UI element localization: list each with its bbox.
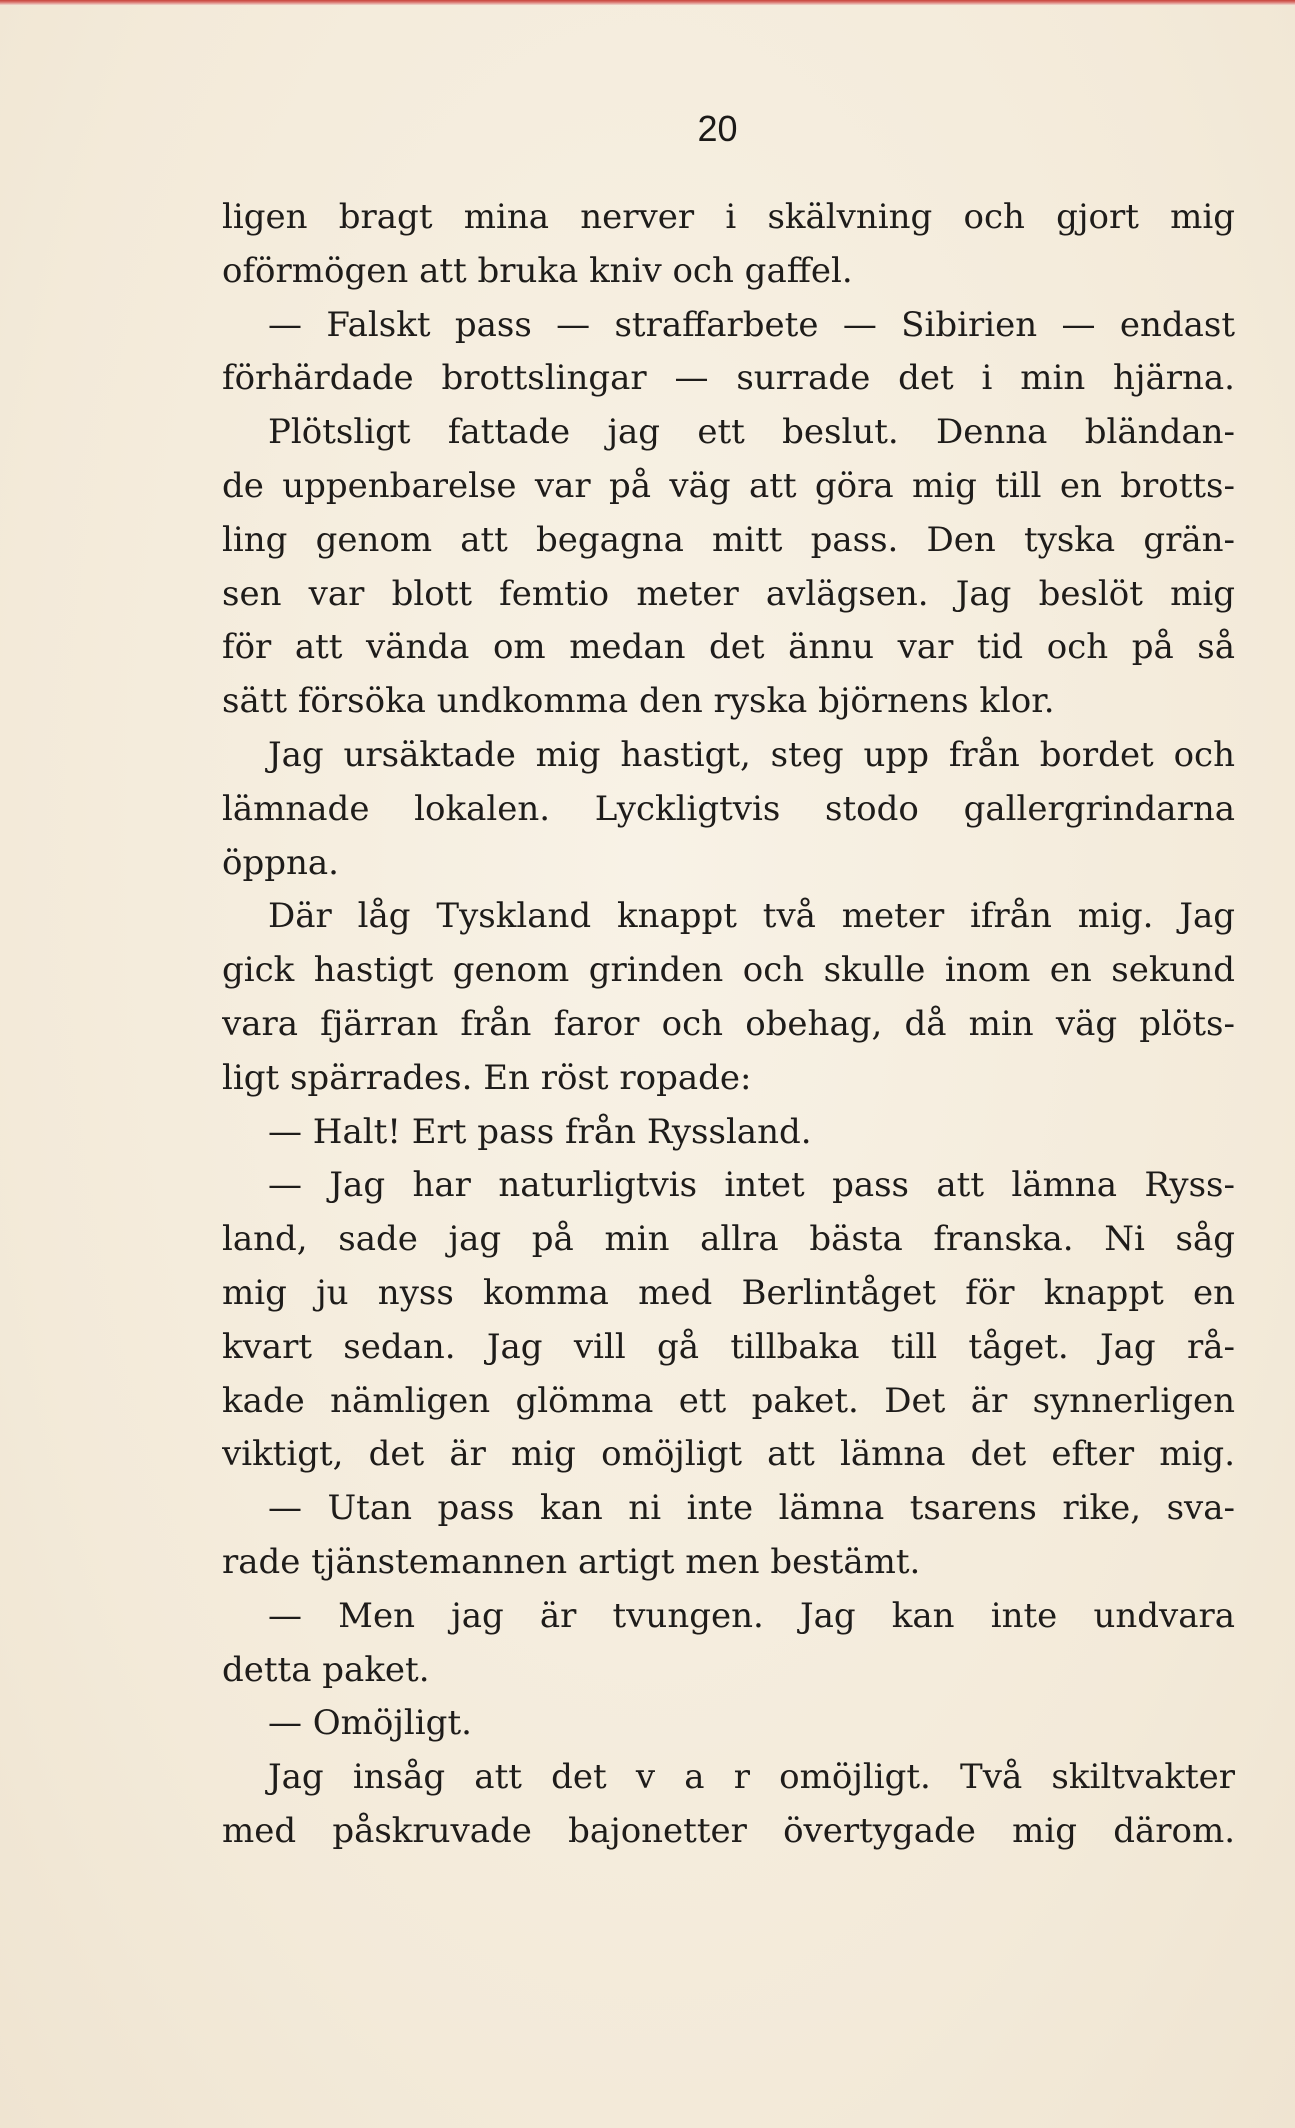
page-top-edge [0,0,1295,5]
text-line: viktigt, det är mig omöjligt att lämna det efter mig. [222,1434,1235,1475]
text-line: Plötsligt fattade jag ett beslut. Denna bländan- [268,412,1235,453]
text-line: — Jag har naturligtvis intet pass att lämna Ryss- [268,1165,1235,1206]
text-line: kade nämligen glömma ett paket. Det är synnerligen [222,1380,1235,1421]
text-line: vara fjärran från faror och obehag, då min väg plöts- [222,1003,1235,1044]
text-line: detta paket. [222,1649,430,1690]
body-text [222,191,1235,1859]
text-line: sätt försöka undkomma den ryska björnens klor. [222,681,1055,722]
text-line: — Men jag är tvungen. Jag kan inte undvara [268,1595,1235,1636]
text-line: kvart sedan. Jag vill gå tillbaka till tåget. Jag rå- [222,1326,1235,1367]
text-line: öppna. [222,842,339,883]
text-line: lämnade lokalen. Lyckligtvis stodo gallergrindarna [222,788,1235,829]
text-line: Där låg Tyskland knappt två meter ifrån mig. Jag [268,896,1235,937]
text-line: Jag ursäktade mig hastigt, steg upp från bordet och [268,734,1235,775]
text-line: oförmögen att bruka kniv och gaffel. [222,250,853,291]
text-line: mig ju nyss komma med Berlintåget för knappt en [222,1272,1235,1313]
text-line: de uppenbarelse var på väg att göra mig till en brotts- [222,465,1235,506]
text-line: ligt spärrades. En röst ropade: [222,1057,752,1098]
text-line: gick hastigt genom grinden och skulle inom en sekund [222,950,1235,991]
text-line: — Falskt pass — straffarbete — Sibirien — endast [268,304,1235,345]
text-line: — Omöjligt. [268,1703,472,1744]
text-line: Jag insåg att det v a r omöjligt. Två skiltvakter [268,1757,1235,1798]
text-line: land, sade jag på min allra bästa franska. Ni såg [222,1219,1235,1260]
page-number: 20 [697,108,738,149]
text-line: ligen bragt mina nerver i skälvning och gjort mig [222,197,1235,237]
text-line: sen var blott femtio meter avlägsen. Jag beslöt mig [222,573,1235,614]
text-line: — Utan pass kan ni inte lämna tsarens rike, sva- [268,1488,1235,1529]
text-line: för att vända om medan det ännu var tid och på så [222,627,1235,668]
text-line: med påskruvade bajonetter övertygade mig därom. [222,1810,1235,1851]
text-line: ling genom att begagna mitt pass. Den tyska grän- [222,519,1235,560]
text-line: — Halt! Ert pass från Ryssland. [268,1111,812,1152]
text-line: rade tjänstemannen artigt men bestämt. [222,1541,921,1582]
text-line: förhärdade brottslingar — surrade det i min hjärna. [222,358,1235,399]
